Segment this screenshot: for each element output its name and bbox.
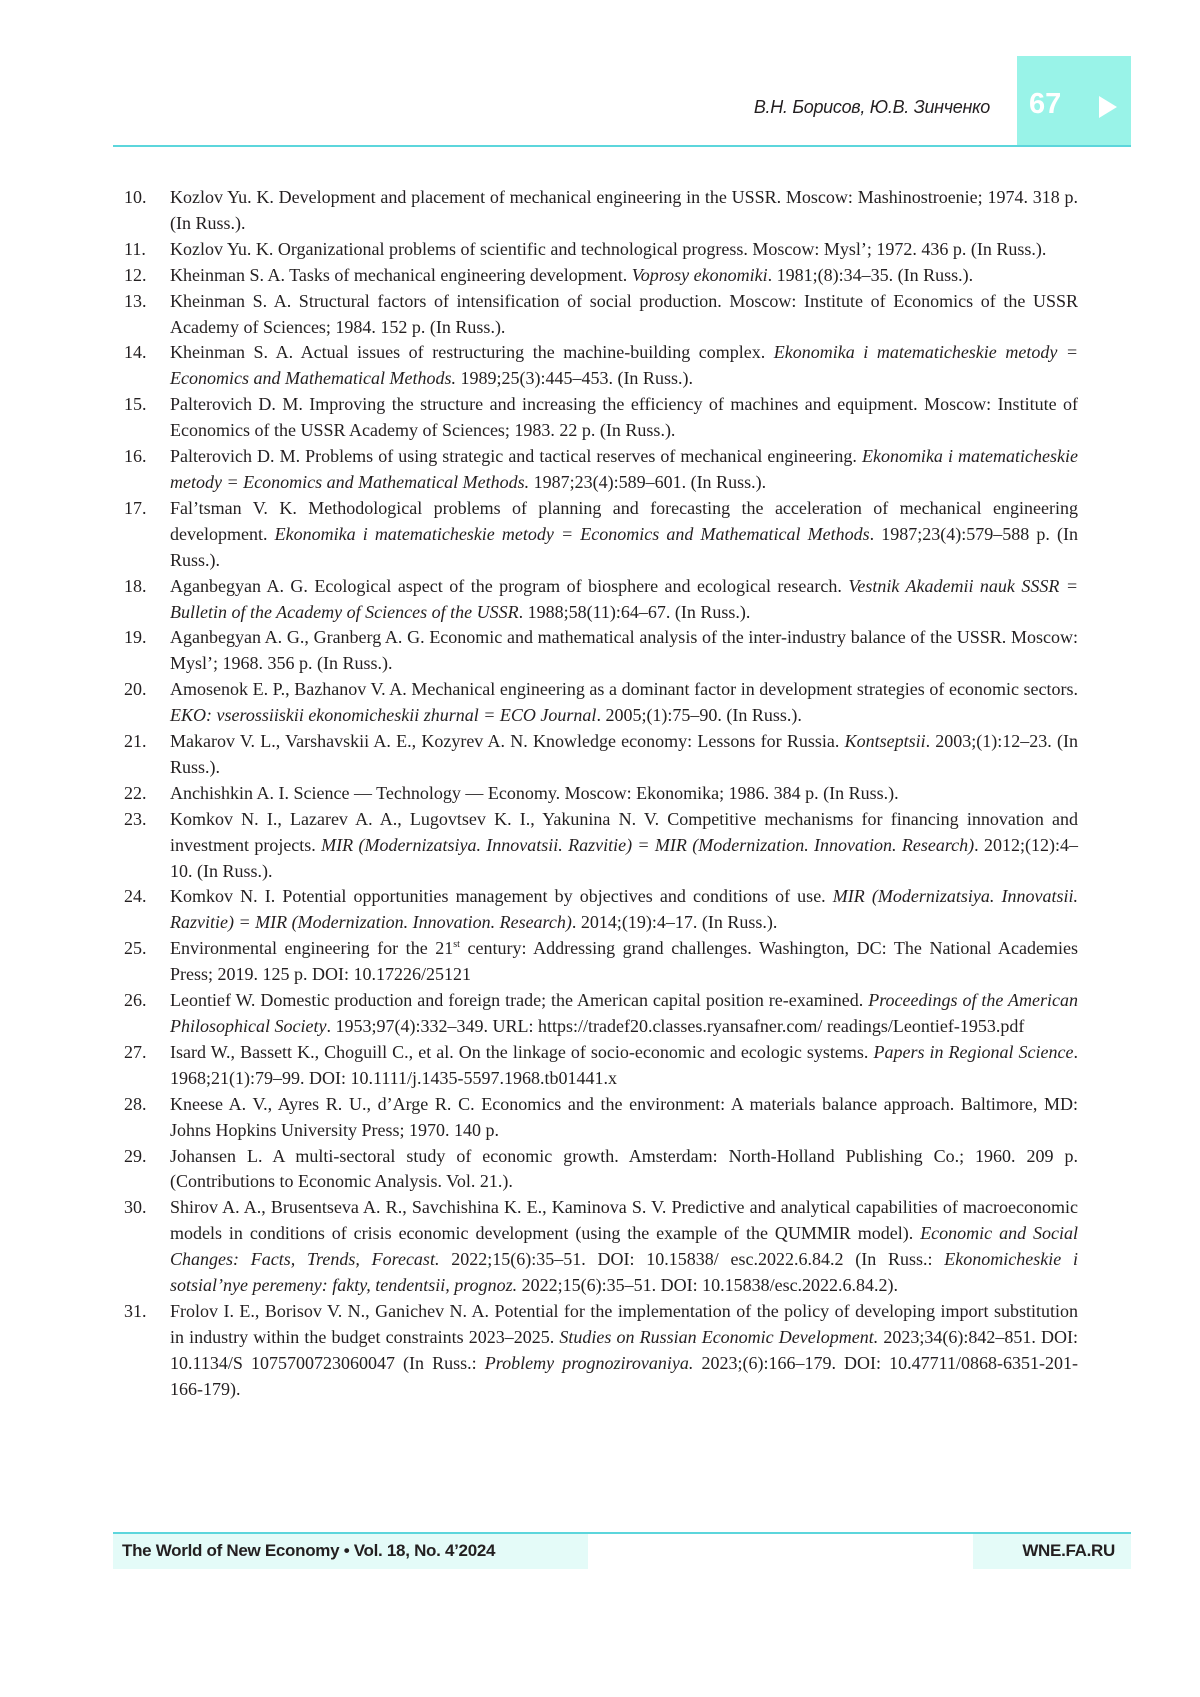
reference-source-title: MIR (Modernizatsiya. Innovatsii. Razvitie) = MIR (Modernization. Innovation. Research) (170, 886, 1078, 932)
reference-text-part: . 1988;58(11):64–67. (In Russ.). (519, 602, 751, 622)
reference-number: 17. (124, 496, 170, 574)
reference-text-part: 2022;15(6):35–51. DOI: 10.15838/ esc.2022.6.84.2 (In Russ.: (439, 1249, 944, 1269)
reference-text-part: Shirov A. A., Brusentseva A. R., Savchishina K. E., Kaminova S. V. Predictive and analytical capabilities of macroeconomic models in conditions of crisis economic development (using the example of the QUMMIR model). (170, 1197, 1078, 1243)
reference-text-part: Kozlov Yu. K. Development and placement of mechanical engineering in the USSR. Moscow: Mashinostroenie; 1974. 318 p. (In Russ.). (170, 187, 1078, 233)
reference-text-part: Frolov I. E., Borisov V. N., Ganichev N. A. Potential for the implementation of the policy of developing import substitution in industry within the budget constraints 2023–2025. (170, 1301, 1078, 1347)
reference-text (170, 988, 1078, 1040)
reference-text-part: Kheinman S. A. Tasks of mechanical engineering development. (170, 265, 632, 285)
reference-text-part: 1989;25(3):445–453. (In Russ.). (456, 368, 693, 388)
reference-item (124, 237, 1078, 263)
reference-item (124, 1092, 1078, 1144)
reference-text (170, 444, 1078, 496)
reference-text-part: . 2014;(19):4–17. (In Russ.). (572, 912, 778, 932)
reference-item (124, 884, 1078, 936)
header-authors: В.Н. Борисов, Ю.В. Зинченко (754, 97, 990, 118)
reference-text-part: Palterovich D. M. Problems of using strategic and tactical reserves of mechanical engineering. (170, 446, 862, 466)
reference-number: 29. (124, 1144, 170, 1196)
reference-source-title: Voprosy ekonomiki (632, 265, 768, 285)
reference-text (170, 1195, 1078, 1299)
reference-text-part: 2023;34(6):842–851. DOI: 10.1134/S 1075700723060047 (In Russ.: (170, 1327, 1078, 1373)
reference-text (170, 237, 1078, 263)
reference-text-part: . 2005;(1):75–90. (In Russ.). (596, 705, 802, 725)
reference-text-part: Komkov N. I. Potential opportunities management by objectives and conditions of use. (170, 886, 833, 906)
reference-source-title: Ekonomicheskie i sotsial’nye peremeny: fakty, tendentsii, prognoz. (170, 1249, 1078, 1295)
reference-text-part: Kozlov Yu. K. Organizational problems of scientific and technological progress. Moscow: Mysl’; 1972. 436 p. (In Russ.). (170, 239, 1046, 259)
reference-text-part: 2023;(6):166–179. DOI: 10.47711/0868-6351-201-166-179). (170, 1353, 1078, 1399)
reference-number: 22. (124, 781, 170, 807)
reference-text-part: Isard W., Bassett K., Choguill C., et al. On the linkage of socio-economic and ecologic systems. (170, 1042, 873, 1062)
reference-text (170, 807, 1078, 885)
reference-number: 21. (124, 729, 170, 781)
reference-item (124, 340, 1078, 392)
reference-item (124, 936, 1078, 988)
reference-item (124, 1195, 1078, 1299)
reference-text-part: . 1953;97(4):332–349. URL: https://tradef20.classes.ryansafner.com/ readings/Leontief-1953.pdf (326, 1016, 1024, 1036)
reference-text (170, 677, 1078, 729)
reference-number: 10. (124, 185, 170, 237)
triangle-right-icon (1099, 96, 1117, 118)
reference-source-title: Economic and Social Changes: Facts, Trends, Forecast. (170, 1223, 1078, 1269)
reference-text (170, 936, 1078, 988)
page-number-box (1017, 56, 1131, 146)
reference-item (124, 729, 1078, 781)
reference-number: 28. (124, 1092, 170, 1144)
reference-number: 11. (124, 237, 170, 263)
reference-item (124, 1299, 1078, 1403)
reference-number: 14. (124, 340, 170, 392)
reference-source-title: Studies on Russian Economic Development. (559, 1327, 878, 1347)
reference-text-part: Amosenok E. P., Bazhanov V. A. Mechanical engineering as a dominant factor in development strategies of economic sectors. (170, 679, 1078, 699)
reference-source-title: Vestnik Akademii nauk SSSR = Bulletin of the Academy of Sciences of the USSR (170, 576, 1078, 622)
reference-number: 19. (124, 625, 170, 677)
reference-item (124, 263, 1078, 289)
reference-item (124, 677, 1078, 729)
reference-text (170, 1040, 1078, 1092)
reference-source-title: Kontseptsii (845, 731, 926, 751)
reference-text (170, 884, 1078, 936)
reference-source-title: Ekonomika i matematicheskie metody = Economics and Mathematical Methods (275, 524, 870, 544)
reference-text (170, 574, 1078, 626)
reference-item (124, 289, 1078, 341)
reference-text-part: Kheinman S. A. Actual issues of restructuring the machine-building complex. (170, 342, 774, 362)
reference-number: 24. (124, 884, 170, 936)
reference-number: 18. (124, 574, 170, 626)
reference-text-part: Anchishkin A. I. Science — Technology — Economy. Moscow: Ekonomika; 1986. 384 p. (In Russ.). (170, 783, 899, 803)
reference-number: 15. (124, 392, 170, 444)
reference-item (124, 1040, 1078, 1092)
reference-text (170, 781, 1078, 807)
reference-number: 31. (124, 1299, 170, 1403)
reference-source-title: MIR (Modernizatsiya. Innovatsii. Razvitie) = MIR (Modernization. Innovation. Research) (321, 835, 974, 855)
footer-site-link[interactable]: WNE.FA.RU (1022, 1541, 1115, 1561)
reference-item (124, 807, 1078, 885)
reference-number: 16. (124, 444, 170, 496)
reference-text (170, 185, 1078, 237)
reference-text-part: Aganbegyan A. G., Granberg A. G. Economic and mathematical analysis of the inter-industry balance of the USSR. Moscow: Mysl’; 1968. 356 p. (In Russ.). (170, 627, 1078, 673)
reference-number: 13. (124, 289, 170, 341)
reference-item (124, 444, 1078, 496)
reference-text-part: Komkov N. I., Lazarev A. A., Lugovtsev K. I., Yakunina N. V. Competitive mechanisms for financing innovation and investment projects. (170, 809, 1078, 855)
reference-text-part: Palterovich D. M. Improving the structure and increasing the efficiency of machines and equipment. Moscow: Institute of Economics of the USSR Academy of Sciences; 1983. 22 p. (In Russ.). (170, 394, 1078, 440)
reference-text (170, 340, 1078, 392)
reference-text-part: . 1987;23(4):579–588 p. (In Russ.). (170, 524, 1078, 570)
reference-text-part: Fal’tsman V. K. Methodological problems of planning and forecasting the acceleration of mechanical engineering development. (170, 498, 1078, 544)
reference-text-part: . 1981;(8):34–35. (In Russ.). (768, 265, 974, 285)
reference-source-title: Ekonomika i matematicheskie metody = Economics and Mathematical Methods. (170, 342, 1078, 388)
reference-list (124, 185, 1078, 1403)
reference-text (170, 496, 1078, 574)
reference-text-part: Leontief W. Domestic production and foreign trade; the American capital position re-examined. (170, 990, 868, 1010)
reference-text (170, 1144, 1078, 1196)
reference-source-title: Proceedings of the American Philosophical Society (170, 990, 1078, 1036)
reference-source-title: Ekonomika i matematicheskie metody = Economics and Mathematical Methods. (170, 446, 1078, 492)
reference-item (124, 574, 1078, 626)
reference-text-part: century: Addressing grand challenges. Washington, DC: The National Academies Press; 2019. 125 p. DOI: 10.17226/25121 (170, 938, 1078, 984)
reference-text-part: . 2012;(12):4–10. (In Russ.). (170, 835, 1078, 881)
reference-item (124, 392, 1078, 444)
reference-text-part: 2022;15(6):35–51. DOI: 10.15838/esc.2022.6.84.2). (517, 1275, 898, 1295)
reference-text-part: Environmental engineering for the 21 (170, 938, 453, 958)
reference-text-part: 1987;23(4):589–601. (In Russ.). (529, 472, 766, 492)
reference-item (124, 185, 1078, 237)
reference-item (124, 988, 1078, 1040)
reference-text-part: Kneese A. V., Ayres R. U., d’Arge R. C. Economics and the environment: A materials balance approach. Baltimore, MD: Johns Hopkins University Press; 1970. 140 p. (170, 1094, 1078, 1140)
reference-text-part: . 2003;(1):12–23. (In Russ.). (170, 731, 1078, 777)
reference-number: 20. (124, 677, 170, 729)
reference-text (170, 289, 1078, 341)
reference-text (170, 1092, 1078, 1144)
page-number: 67 (1029, 88, 1061, 121)
reference-item (124, 625, 1078, 677)
reference-text (170, 1299, 1078, 1403)
reference-text (170, 392, 1078, 444)
reference-text-part: Makarov V. L., Varshavskii A. E., Kozyrev A. N. Knowledge economy: Lessons for Russia. (170, 731, 845, 751)
reference-text-part: Johansen L. A multi-sectoral study of economic growth. Amsterdam: North-Holland Publishing Co.; 1960. 209 p. (Contributions to Economic Analysis. Vol. 21.). (170, 1146, 1078, 1192)
reference-number: 25. (124, 936, 170, 988)
reference-source-title: EKO: vserossiiskii ekonomicheskii zhurnal = ECO Journal (170, 705, 596, 725)
reference-number: 30. (124, 1195, 170, 1299)
reference-number: 23. (124, 807, 170, 885)
footer-journal: The World of New Economy • Vol. 18, No. 4’2024 (122, 1541, 495, 1561)
reference-text (170, 263, 1078, 289)
reference-source-title: Papers in Regional Science (873, 1042, 1073, 1062)
reference-item (124, 496, 1078, 574)
reference-text (170, 625, 1078, 677)
reference-text-part: . 1968;21(1):79–99. DOI: 10.1111/j.1435-5597.1968.tb01441.x (170, 1042, 1078, 1088)
reference-item (124, 781, 1078, 807)
reference-number: 26. (124, 988, 170, 1040)
reference-text-part: Aganbegyan A. G. Ecological aspect of the program of biosphere and ecological research. (170, 576, 848, 596)
header-divider (113, 145, 1131, 147)
reference-item (124, 1144, 1078, 1196)
reference-text (170, 729, 1078, 781)
reference-text-part: Kheinman S. A. Structural factors of intensification of social production. Moscow: Institute of Economics of the USSR Academy of Sciences; 1984. 152 p. (In Russ.). (170, 291, 1078, 337)
reference-source-title: Problemy prognozirovaniya. (485, 1353, 694, 1373)
reference-number: 12. (124, 263, 170, 289)
reference-number: 27. (124, 1040, 170, 1092)
reference-text-part: st (453, 939, 460, 950)
